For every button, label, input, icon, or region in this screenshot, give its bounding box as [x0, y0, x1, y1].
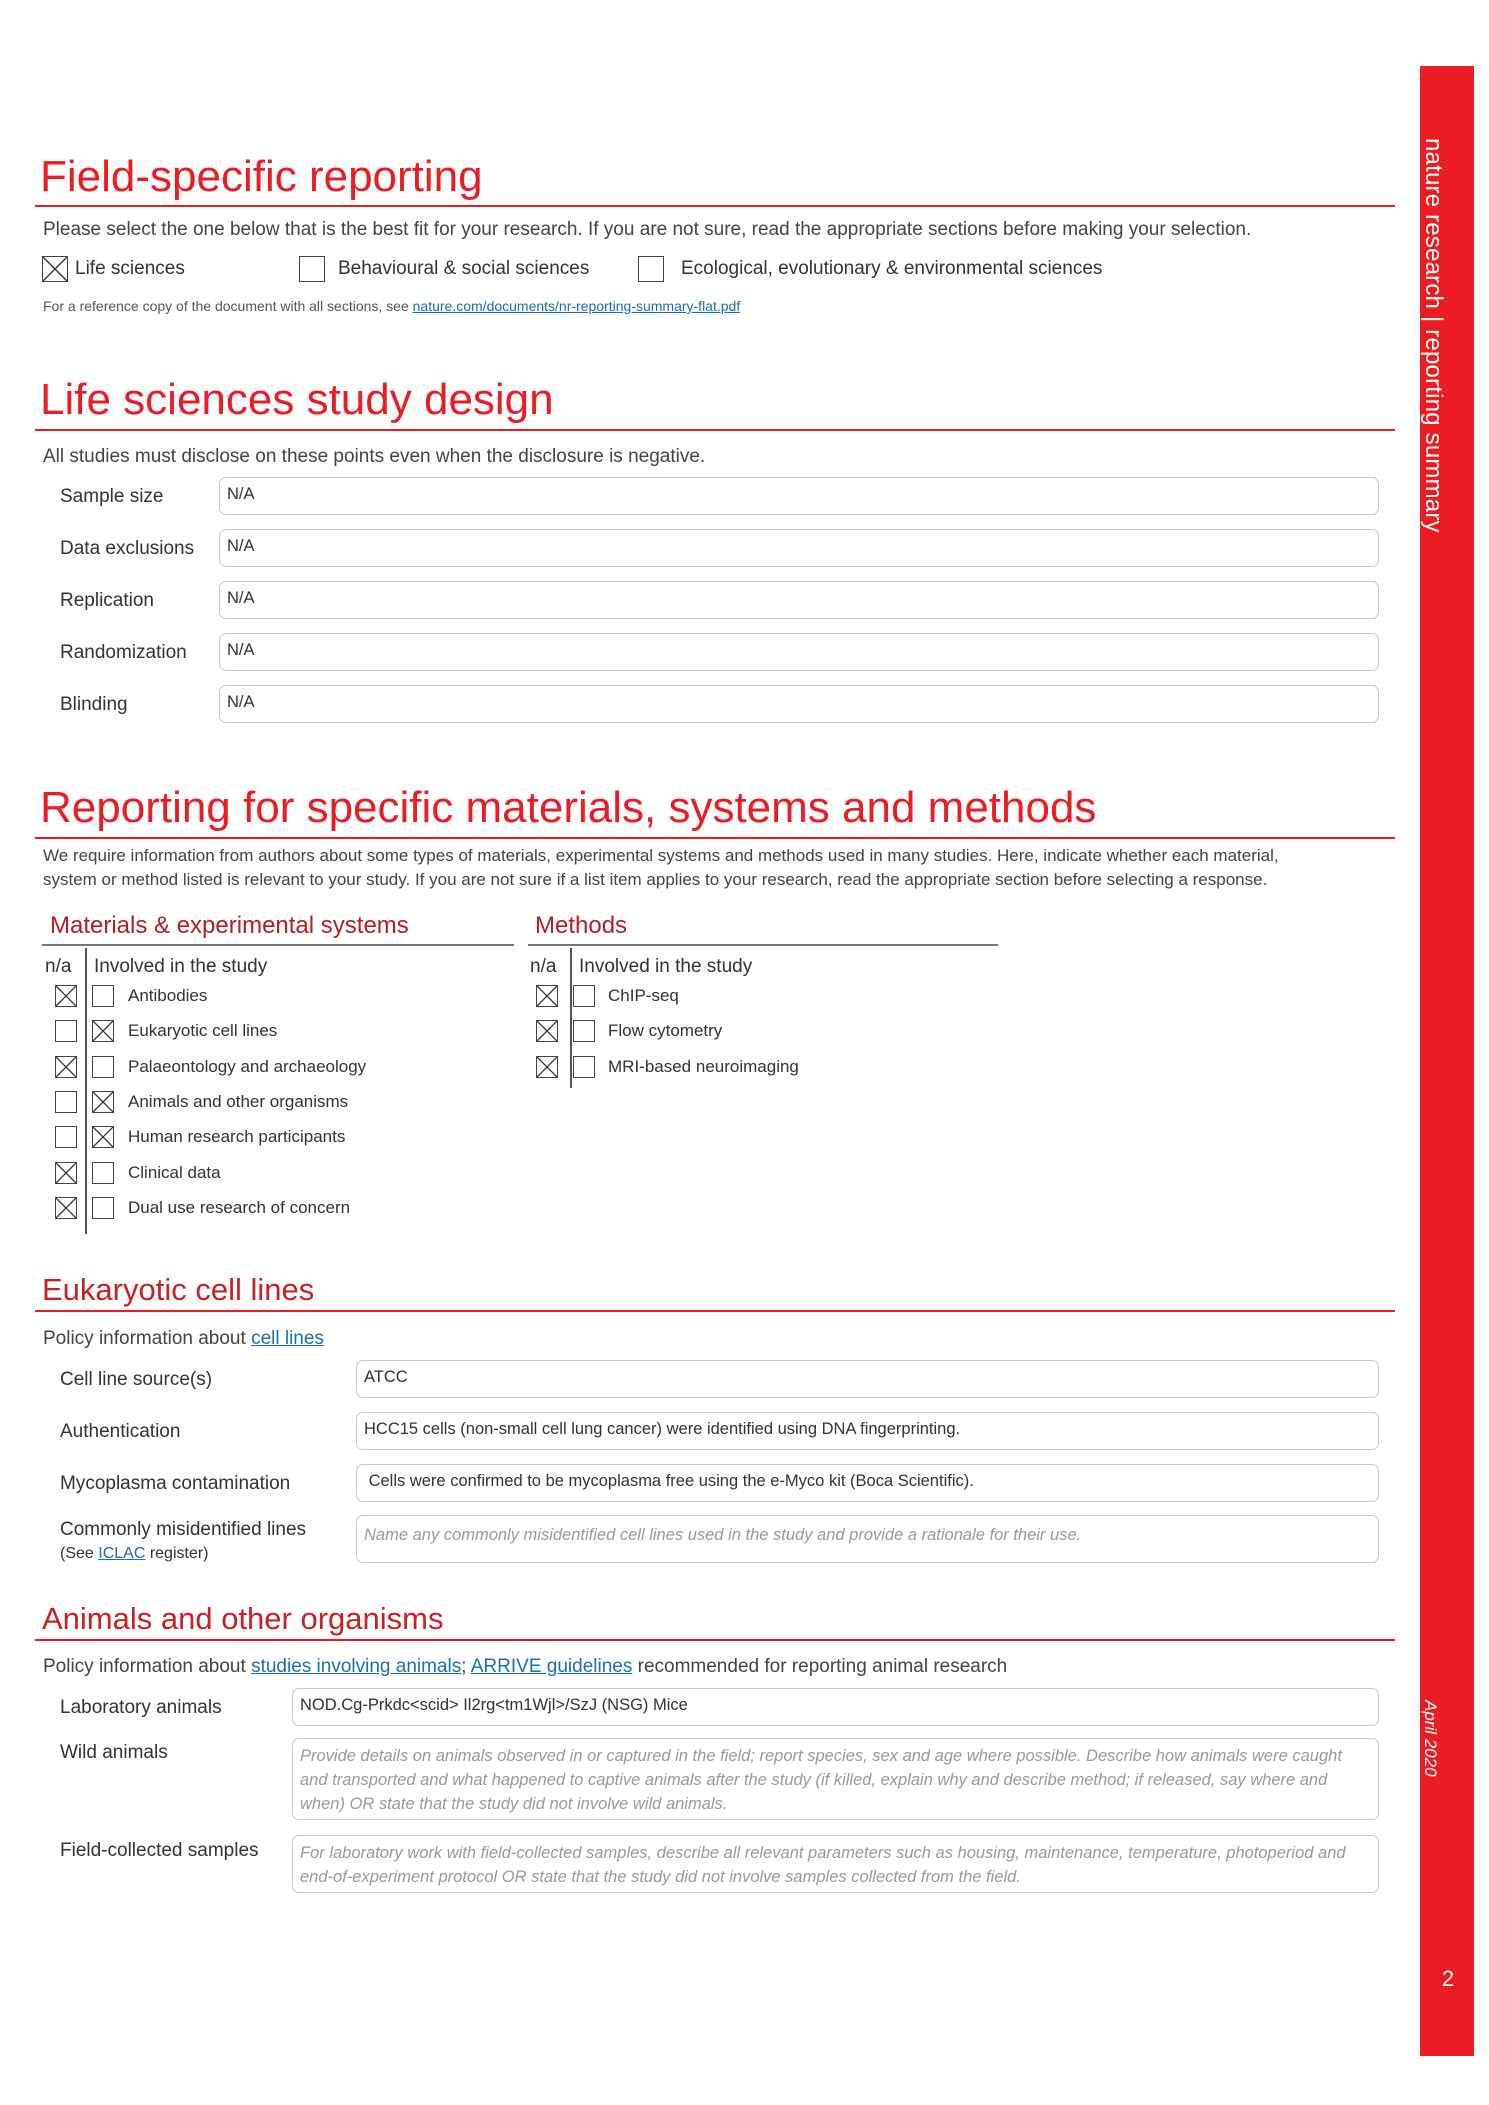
systems-eukaryotic-cell-lines-involved-checkbox[interactable]	[92, 1020, 114, 1042]
reference-note	[43, 298, 740, 314]
animals-title: Animals and other organisms	[42, 1601, 444, 1636]
sample-size-field[interactable]: N/A	[219, 477, 1379, 515]
systems-human-research-participants-na-checkbox[interactable]	[55, 1126, 77, 1148]
methods-chip-seq-na-checkbox[interactable]	[536, 985, 558, 1007]
laboratory-animals-field[interactable]: NOD.Cg-Prkdc<scid> Il2rg<tm1Wjl>/SzJ (NSG) Mice	[292, 1688, 1379, 1726]
systems-eukaryotic-cell-lines-na-checkbox[interactable]	[55, 1020, 77, 1042]
mycoplasma-field[interactable]: Cells were confirmed to be mycoplasma free using the e-Myco kit (Boca Scientific).	[356, 1464, 1379, 1502]
cell-line-source-field[interactable]: ATCC	[356, 1360, 1379, 1398]
randomization-field[interactable]: N/A	[219, 633, 1379, 671]
section-rule	[35, 1639, 1395, 1641]
sidebar-title: nature research | reporting summary	[1420, 138, 1447, 533]
iclac-suffix: register)	[145, 1545, 209, 1562]
animals-policy-link1[interactable]: studies involving animals	[251, 1656, 462, 1677]
methods-mri-based-neuroimaging-involved-checkbox[interactable]	[573, 1056, 595, 1078]
methods-na-header: n/a	[530, 956, 557, 977]
title-rule	[35, 205, 1395, 207]
methods-flow-cytometry-label: Flow cytometry	[608, 1021, 723, 1041]
page-number: 2	[1441, 1966, 1455, 1991]
materials-intro-line2: system or method listed is relevant to your study. If you are not sure if a list item applies to your research, read the appropriate section before selecting a response.	[43, 870, 1268, 889]
systems-clinical-data-na-checkbox[interactable]	[55, 1162, 77, 1184]
blinding-field[interactable]: N/A	[219, 685, 1379, 723]
replication-label: Replication	[60, 590, 154, 611]
data-exclusions-field[interactable]: N/A	[219, 529, 1379, 567]
systems-human-research-participants-label: Human research participants	[128, 1127, 346, 1147]
randomization-label: Randomization	[60, 642, 187, 663]
systems-palaeontology-and-archaeology-na-checkbox[interactable]	[55, 1056, 77, 1078]
systems-dual-use-research-of-concern-involved-checkbox[interactable]	[92, 1197, 114, 1219]
misidentified-field[interactable]: Name any commonly misidentified cell lines used in the study and provide a rationale for their use.	[356, 1515, 1379, 1563]
methods-mri-based-neuroimaging-na-checkbox[interactable]	[536, 1056, 558, 1078]
systems-animals-and-other-organisms-involved-checkbox[interactable]	[92, 1091, 114, 1113]
study-design-title: Life sciences study design	[40, 375, 554, 424]
data-exclusions-label: Data exclusions	[60, 538, 195, 559]
animals-policy-prefix: Policy information about	[43, 1656, 252, 1677]
cell-lines-title: Eukaryotic cell lines	[42, 1272, 315, 1307]
misidentified-sub	[60, 1545, 209, 1563]
methods-divider	[570, 948, 572, 1088]
systems-na-header: n/a	[45, 956, 72, 977]
systems-rule	[42, 944, 514, 946]
methods-mri-based-neuroimaging-label: MRI-based neuroimaging	[608, 1056, 799, 1076]
cell-lines-policy-link[interactable]: cell lines	[251, 1328, 324, 1349]
materials-title: Reporting for specific materials, systems and methods	[40, 783, 1097, 832]
option-life-sciences-label: Life sciences	[75, 258, 185, 279]
systems-palaeontology-and-archaeology-involved-checkbox[interactable]	[92, 1056, 114, 1078]
methods-flow-cytometry-na-checkbox[interactable]	[536, 1020, 558, 1042]
cell-line-source-label: Cell line source(s)	[60, 1369, 213, 1390]
methods-heading: Methods	[535, 912, 628, 939]
systems-animals-and-other-organisms-label: Animals and other organisms	[128, 1091, 349, 1111]
animals-policy-link2[interactable]: ARRIVE guidelines	[470, 1656, 633, 1677]
systems-clinical-data-involved-checkbox[interactable]	[92, 1162, 114, 1184]
field-collected-field[interactable]: For laboratory work with field-collected samples, describe all relevant parameters such as housing, maintenance, temperature, photoperiod and end-of-experiment protocol OR state that the study did not involve samples collected from the field.	[292, 1835, 1379, 1893]
wild-animals-field[interactable]: Provide details on animals observed in or captured in the field; report species, sex and age where possible. Describe how animals were caught and transported and what happened to captive animals after the study (if killed, explain why and describe method; if released, say where and when) OR state that the study did not involve wild animals.	[292, 1738, 1379, 1820]
methods-chip-seq-label: ChIP-seq	[608, 986, 679, 1005]
option-life-sciences-checkbox[interactable]	[42, 256, 68, 282]
sample-size-label: Sample size	[60, 486, 164, 507]
laboratory-animals-label: Laboratory animals	[60, 1697, 222, 1718]
systems-antibodies-involved-checkbox[interactable]	[92, 985, 114, 1007]
section-rule	[35, 1310, 1395, 1312]
iclac-link[interactable]: ICLAC	[98, 1545, 146, 1562]
systems-clinical-data-label: Clinical data	[128, 1162, 221, 1182]
systems-involved-header: Involved in the study	[94, 956, 268, 977]
blinding-label: Blinding	[60, 694, 128, 715]
sidebar-date: April 2020	[1421, 1700, 1440, 1777]
systems-animals-and-other-organisms-na-checkbox[interactable]	[55, 1091, 77, 1113]
reference-prefix: For a reference copy of the document with all sections, see	[43, 298, 413, 314]
field-specific-title: Field-specific reporting	[40, 152, 483, 201]
methods-chip-seq-involved-checkbox[interactable]	[573, 985, 595, 1007]
option-ecological-checkbox[interactable]	[638, 256, 664, 282]
option-ecological-label: Ecological, evolutionary & environmental sciences	[681, 258, 1103, 279]
study-design-intro: All studies must disclose on these points even when the disclosure is negative.	[43, 446, 706, 467]
systems-dual-use-research-of-concern-na-checkbox[interactable]	[55, 1197, 77, 1219]
methods-involved-header: Involved in the study	[579, 956, 753, 977]
systems-heading: Materials & experimental systems	[50, 912, 409, 939]
title-rule	[35, 429, 1395, 431]
title-rule	[35, 837, 1395, 839]
iclac-prefix: (See	[60, 1545, 99, 1562]
field-collected-label: Field-collected samples	[60, 1840, 259, 1861]
animals-policy	[43, 1656, 1007, 1678]
materials-intro-line1: We require information from authors about some types of materials, experimental systems and methods used in many studies. Here, indicate whether each material,	[43, 846, 1279, 865]
misidentified-label: Commonly misidentified lines	[60, 1519, 307, 1540]
systems-human-research-participants-involved-checkbox[interactable]	[92, 1126, 114, 1148]
replication-field[interactable]: N/A	[219, 581, 1379, 619]
systems-antibodies-label: Antibodies	[128, 986, 208, 1005]
option-behavioural-label: Behavioural & social sciences	[338, 258, 590, 279]
cell-lines-policy	[43, 1328, 324, 1350]
systems-palaeontology-and-archaeology-label: Palaeontology and archaeology	[128, 1056, 367, 1076]
systems-antibodies-na-checkbox[interactable]	[55, 985, 77, 1007]
animals-policy-sep: ;	[461, 1656, 471, 1677]
field-specific-instruction: Please select the one below that is the best fit for your research. If you are not sure, read the appropriate sections before making your selection.	[43, 219, 1252, 240]
mycoplasma-label: Mycoplasma contamination	[60, 1473, 291, 1494]
methods-flow-cytometry-involved-checkbox[interactable]	[573, 1020, 595, 1042]
wild-animals-label: Wild animals	[60, 1742, 168, 1763]
option-behavioural-checkbox[interactable]	[299, 256, 325, 282]
systems-dual-use-research-of-concern-label: Dual use research of concern	[128, 1197, 351, 1217]
cell-lines-policy-prefix: Policy information about	[43, 1328, 252, 1349]
authentication-field[interactable]: HCC15 cells (non-small cell lung cancer) were identified using DNA fingerprinting.	[356, 1412, 1379, 1450]
methods-rule	[528, 944, 998, 946]
reference-link[interactable]: nature.com/documents/nr-reporting-summary-flat.pdf	[412, 298, 741, 314]
animals-policy-suffix: recommended for reporting animal research	[632, 1656, 1008, 1677]
systems-divider	[85, 948, 87, 1234]
systems-eukaryotic-cell-lines-label: Eukaryotic cell lines	[128, 1021, 278, 1041]
authentication-label: Authentication	[60, 1421, 181, 1442]
